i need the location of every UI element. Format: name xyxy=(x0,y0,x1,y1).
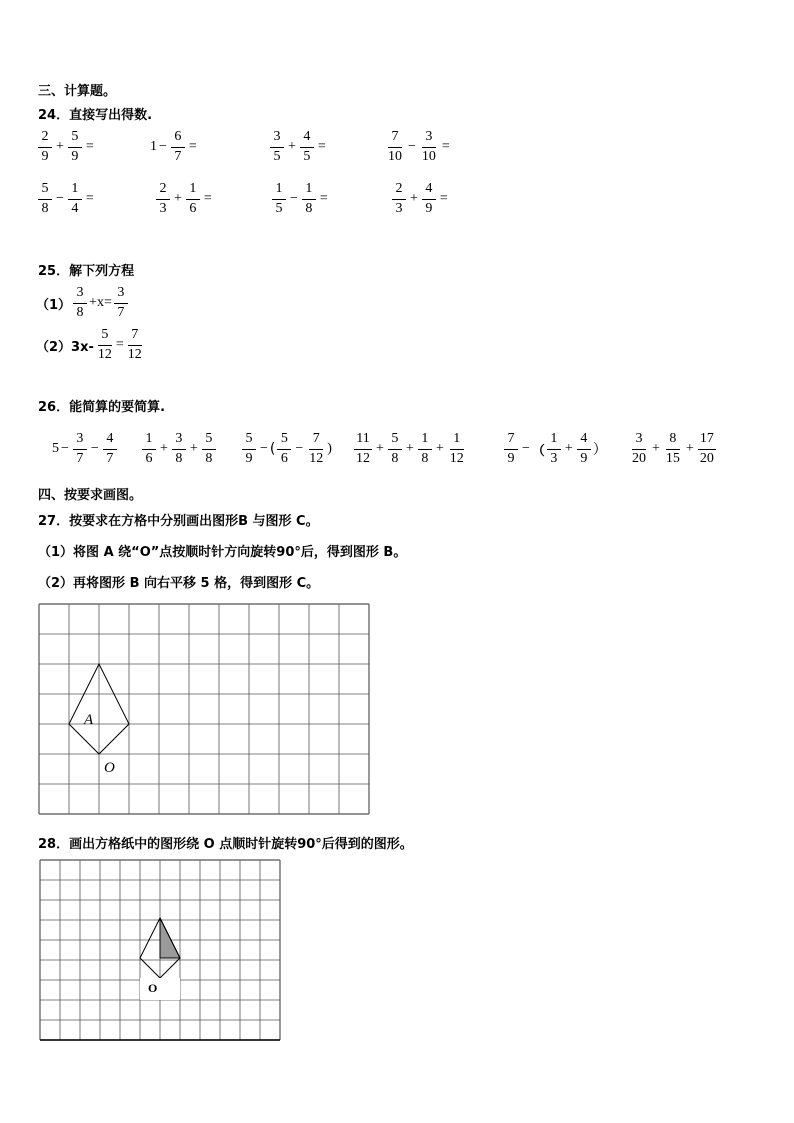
numerator: 17 xyxy=(698,432,716,450)
fraction xyxy=(186,182,200,216)
fraction xyxy=(126,328,144,362)
term-text: （ xyxy=(531,443,545,459)
fraction xyxy=(392,182,406,216)
denominator: 8 xyxy=(305,200,313,216)
numerator: 4 xyxy=(300,130,314,148)
denominator: 6 xyxy=(280,450,288,466)
fraction xyxy=(388,432,402,466)
fraction xyxy=(354,432,372,466)
numerator: 2 xyxy=(156,182,170,200)
q27-step1: （1）将图 A 绕“O”点按顺时针方向旋转90°后，得到图形 B。 xyxy=(38,545,407,560)
denominator: 8 xyxy=(391,450,399,466)
numerator: 1 xyxy=(186,182,200,200)
label-o-backdrop xyxy=(140,978,180,1000)
fraction xyxy=(103,432,117,466)
operator: − xyxy=(61,441,69,457)
section-title-calc: 三、计算题。 xyxy=(38,84,117,99)
denominator: 5 xyxy=(303,148,311,164)
fraction xyxy=(272,182,286,216)
denominator: 12 xyxy=(309,450,324,466)
operator: = xyxy=(319,191,328,207)
fraction xyxy=(698,432,716,466)
denominator: 3 xyxy=(395,200,403,216)
fraction xyxy=(270,130,284,164)
fraction xyxy=(73,432,87,466)
denominator: 10 xyxy=(421,148,436,164)
operator: = xyxy=(441,139,450,155)
numerator: 11 xyxy=(354,432,371,450)
q24-expr-4 xyxy=(384,130,452,164)
denominator: 8 xyxy=(175,450,183,466)
operator: = xyxy=(85,139,94,155)
operator: + xyxy=(652,441,660,457)
q24-expr-1 xyxy=(36,130,96,164)
fraction xyxy=(156,182,170,216)
fraction xyxy=(96,328,114,362)
operator: − xyxy=(159,139,167,155)
fraction xyxy=(172,432,186,466)
fraction xyxy=(171,130,185,164)
denominator: 9 xyxy=(507,450,515,466)
numerator: 1 xyxy=(68,182,82,200)
denominator: 4 xyxy=(71,200,79,216)
numerator: 4 xyxy=(103,432,117,450)
denominator: 6 xyxy=(145,450,153,466)
operator: − xyxy=(290,191,298,207)
numerator: 5 xyxy=(98,328,112,346)
q26-expr-5 xyxy=(502,432,607,466)
denominator: 10 xyxy=(388,148,402,164)
denominator: 9 xyxy=(245,450,253,466)
numerator: 5 xyxy=(38,182,52,200)
denominator: 9 xyxy=(580,450,588,466)
fraction xyxy=(418,432,432,466)
fraction xyxy=(386,130,404,164)
q27-title: 27．按要求在方格中分别画出图形B 与图形 C。 xyxy=(38,514,319,529)
denominator: 7 xyxy=(117,304,125,320)
numerator: 2 xyxy=(38,130,52,148)
q24-expr-2 xyxy=(150,130,199,164)
denominator: 7 xyxy=(76,450,84,466)
numerator: 7 xyxy=(309,432,323,450)
numerator: 7 xyxy=(504,432,518,450)
denominator: 6 xyxy=(189,200,197,216)
operator: + xyxy=(410,191,418,207)
q28-title: 28．画出方格纸中的图形绕 O 点顺时针旋转90°后得到的图形。 xyxy=(38,837,413,852)
q25-expr-2 xyxy=(36,328,146,362)
term-text: +x= xyxy=(89,295,112,311)
operator: + xyxy=(189,441,198,457)
q24-expr-3 xyxy=(268,130,328,164)
numerator: 5 xyxy=(242,432,256,450)
term-text: （2）3x- xyxy=(36,339,94,355)
q26-expr-4 xyxy=(352,432,468,466)
operator: = xyxy=(203,191,212,207)
operator: + xyxy=(685,441,694,457)
fraction xyxy=(277,432,291,466)
q28-grid-figure xyxy=(38,858,282,1044)
term-text: ( xyxy=(269,441,276,458)
fraction xyxy=(68,130,82,164)
fraction xyxy=(38,182,52,216)
label-o: O xyxy=(104,760,115,776)
fraction xyxy=(114,286,128,320)
numerator: 5 xyxy=(68,130,82,148)
operator: + xyxy=(56,139,64,155)
fraction xyxy=(202,432,216,466)
fraction xyxy=(300,130,314,164)
operator: + xyxy=(174,191,182,207)
q27-grid-figure xyxy=(36,602,374,818)
operator: − xyxy=(90,441,99,457)
numerator: 1 xyxy=(547,432,561,450)
denominator: 8 xyxy=(41,200,49,216)
term-text: ) xyxy=(327,441,332,457)
fraction xyxy=(302,182,316,216)
fraction xyxy=(242,432,256,466)
denominator: 8 xyxy=(421,450,429,466)
q26-title: 26．能简算的要简算. xyxy=(38,400,166,415)
q24-expr-8 xyxy=(390,182,450,216)
operator: − xyxy=(295,441,304,457)
operator: − xyxy=(260,441,268,457)
numerator: 8 xyxy=(666,432,680,450)
numerator: 5 xyxy=(388,432,402,450)
denominator: 12 xyxy=(356,450,370,466)
fraction xyxy=(547,432,561,466)
q26-expr-3 xyxy=(240,432,332,466)
numerator: 3 xyxy=(114,286,128,304)
operator: − xyxy=(522,441,530,457)
operator: + xyxy=(160,441,168,457)
numerator: 3 xyxy=(73,432,87,450)
numerator: 3 xyxy=(172,432,186,450)
operator: = xyxy=(188,139,197,155)
term-text: 1 xyxy=(150,139,157,155)
numerator: 1 xyxy=(418,432,432,450)
label-o-28: O xyxy=(148,981,158,995)
denominator: 5 xyxy=(273,148,281,164)
q26-expr-2 xyxy=(140,432,218,466)
denominator: 3 xyxy=(159,200,167,216)
denominator: 12 xyxy=(127,346,142,362)
numerator: 7 xyxy=(388,130,402,148)
operator: = xyxy=(439,191,448,207)
denominator: 12 xyxy=(449,450,464,466)
denominator: 15 xyxy=(665,450,680,466)
fraction xyxy=(504,432,518,466)
numerator: 3 xyxy=(632,432,646,450)
numerator: 3 xyxy=(422,130,436,148)
denominator: 12 xyxy=(97,346,112,362)
q25-title: 25．解下列方程 xyxy=(38,264,135,279)
numerator: 5 xyxy=(277,432,291,450)
fraction xyxy=(38,130,52,164)
numerator: 3 xyxy=(270,130,284,148)
denominator: 7 xyxy=(174,148,182,164)
fraction xyxy=(307,432,325,466)
numerator: 7 xyxy=(128,328,142,346)
numerator: 4 xyxy=(422,182,436,200)
fraction xyxy=(664,432,682,466)
fraction xyxy=(630,432,648,466)
operator: − xyxy=(56,191,64,207)
numerator: 1 xyxy=(142,432,156,450)
denominator: 9 xyxy=(41,148,49,164)
denominator: 9 xyxy=(425,200,433,216)
operator: + xyxy=(405,441,414,457)
label-a: A xyxy=(84,712,94,728)
q25-expr-1 xyxy=(36,286,130,320)
numerator: 6 xyxy=(171,130,185,148)
fraction xyxy=(142,432,156,466)
denominator: 8 xyxy=(76,304,84,320)
q26-expr-6 xyxy=(628,432,718,466)
fraction xyxy=(422,182,436,216)
term-text: ） xyxy=(592,443,607,459)
numerator: 1 xyxy=(302,182,316,200)
q27-grid xyxy=(39,604,369,814)
fraction xyxy=(577,432,591,466)
numerator: 1 xyxy=(272,182,286,200)
term-text: （1） xyxy=(36,297,72,313)
q26-expr-1 xyxy=(52,432,119,466)
operator: + xyxy=(376,441,384,457)
q24-expr-7 xyxy=(270,182,330,216)
numerator: 2 xyxy=(392,182,406,200)
operator: + xyxy=(435,441,444,457)
q24-expr-5 xyxy=(36,182,96,216)
fraction xyxy=(420,130,438,164)
denominator: 7 xyxy=(106,450,114,466)
denominator: 20 xyxy=(699,450,714,466)
q24-expr-6 xyxy=(154,182,214,216)
fraction xyxy=(73,286,87,320)
denominator: 5 xyxy=(275,200,283,216)
term-text: = xyxy=(115,337,124,353)
section-title-draw: 四、按要求画图。 xyxy=(38,488,143,503)
denominator: 20 xyxy=(632,450,646,466)
numerator: 3 xyxy=(73,286,87,304)
operator: = xyxy=(85,191,94,207)
denominator: 8 xyxy=(205,450,213,466)
denominator: 3 xyxy=(550,450,558,466)
operator: + xyxy=(564,441,573,457)
operator: − xyxy=(408,139,416,155)
operator: + xyxy=(288,139,296,155)
fraction xyxy=(68,182,82,216)
numerator: 5 xyxy=(202,432,216,450)
numerator: 1 xyxy=(450,432,464,450)
q24-title: 24．直接写出得数. xyxy=(38,108,153,123)
denominator: 9 xyxy=(71,148,79,164)
numerator: 4 xyxy=(577,432,591,450)
operator: = xyxy=(317,139,326,155)
q27-step2: （2）再将图形 B 向右平移 5 格，得到图形 C。 xyxy=(38,576,320,591)
term-text: 5 xyxy=(52,441,59,457)
fraction xyxy=(448,432,466,466)
